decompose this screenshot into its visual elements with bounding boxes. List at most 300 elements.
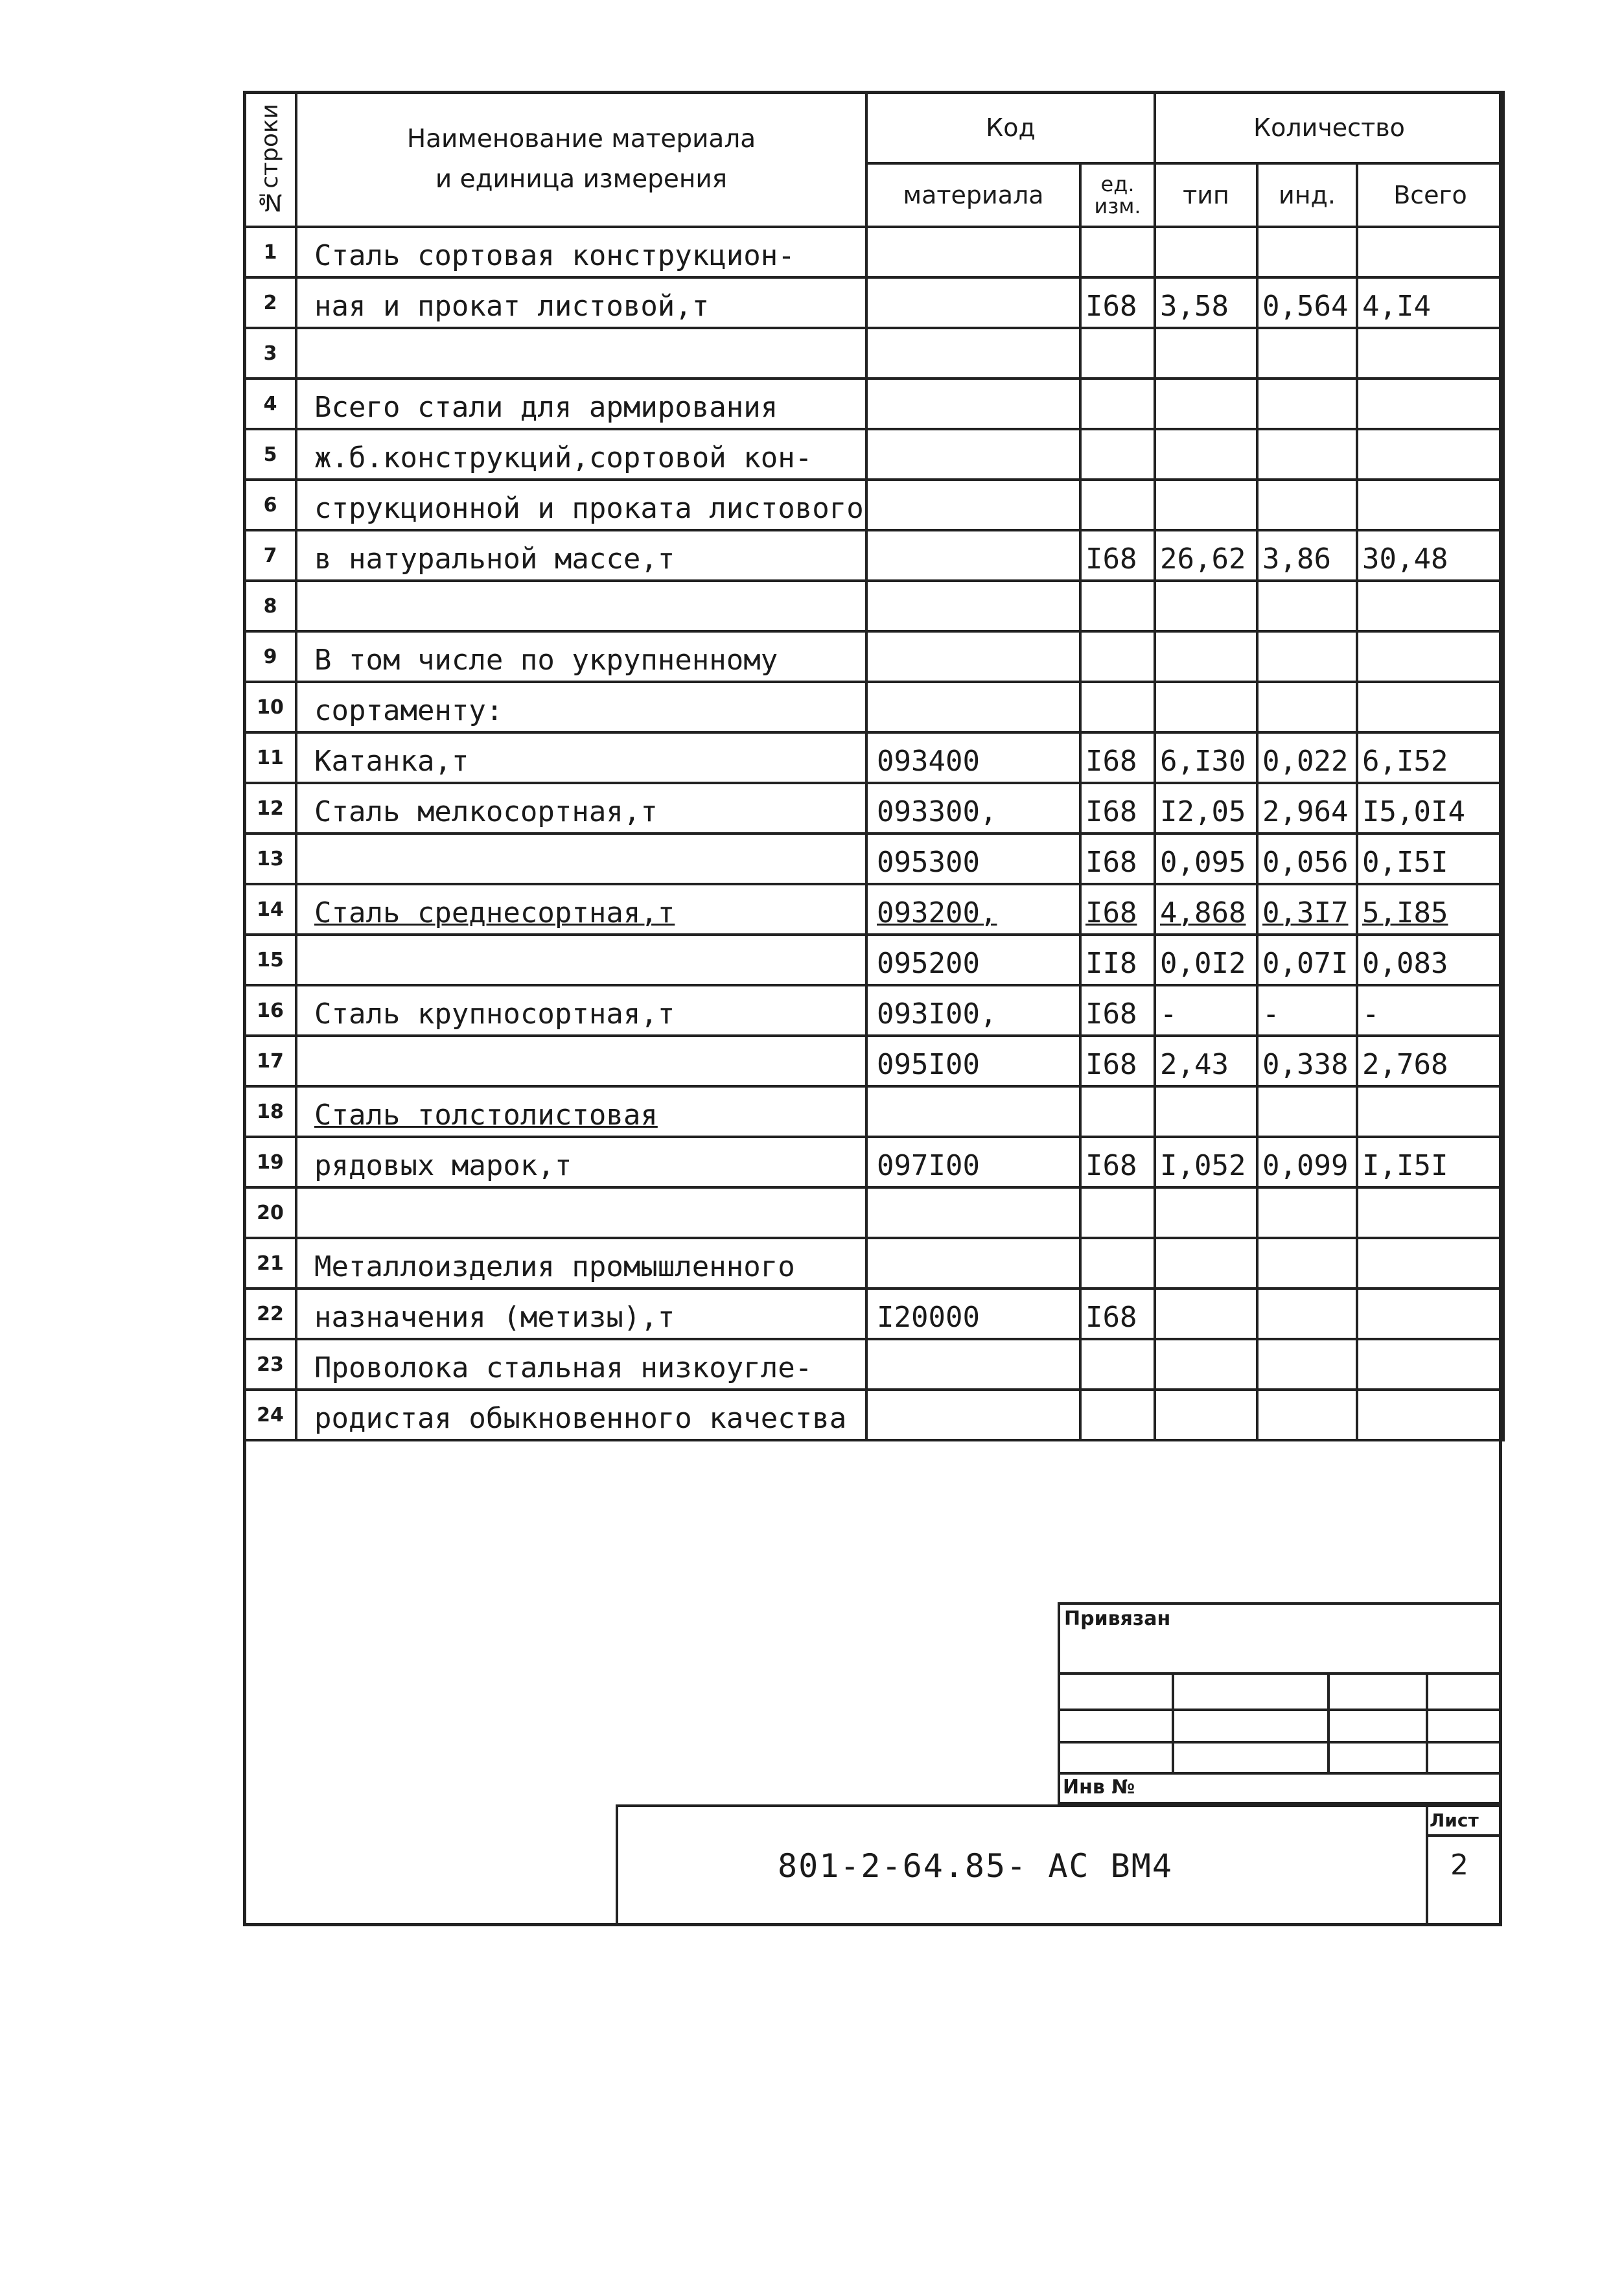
qty-total-cell-text: - [1362,997,1380,1031]
title-line [1058,1672,1502,1675]
material-code-cell [866,935,1080,985]
material-name-cell-text: В том числе по укрупненному [314,644,778,677]
material-code-cell [866,1137,1080,1187]
qty-ind-cell [1257,631,1357,682]
row-number-cell-text: 4 [263,392,277,415]
row-number-cell [244,732,296,783]
material-code-cell [866,277,1080,328]
qty-typ-cell-text: 6,I30 [1160,745,1246,778]
row-number-cell-text: 16 [257,999,284,1022]
material-name-cell-text: Сталь среднесортная,т [314,896,675,929]
table-row [244,1036,1503,1086]
unit-code-cell [1080,1289,1155,1339]
qty-ind-cell [1257,480,1357,530]
qty-total-cell [1357,732,1503,783]
material-code-cell-text: 095I00 [877,1048,980,1081]
material-name-cell-text: Сталь крупносортная,т [314,997,675,1031]
unit-code-cell-text: I68 [1085,542,1137,576]
material-code-cell [866,530,1080,581]
qty-ind-cell [1257,783,1357,834]
qty-typ-cell [1155,1289,1257,1339]
qty-ind-cell-text: - [1262,997,1280,1031]
qty-total-cell-text: 2,768 [1362,1048,1448,1081]
row-number-cell [244,985,296,1036]
qty-ind-cell [1257,1238,1357,1289]
qty-typ-cell [1155,732,1257,783]
qty-typ-cell [1155,227,1257,277]
qty-ind-cell-text: 0,07I [1262,947,1349,980]
unit-code-cell [1080,1238,1155,1289]
unit-code-cell-text: I68 [1085,997,1137,1031]
row-number-cell-text: 6 [263,493,277,517]
row-number-cell-text: 14 [257,898,284,921]
sheet-cell-divider [1426,1804,1428,1926]
table-row [244,1390,1503,1440]
header-name-line1: Наименование материала [406,124,756,154]
qty-total-cell [1357,227,1503,277]
material-code-cell-text: 097I00 [877,1149,980,1182]
qty-typ-cell [1155,1238,1257,1289]
qty-total-cell [1357,1086,1503,1137]
row-number-cell [244,1390,296,1440]
qty-typ-cell [1155,328,1257,379]
qty-typ-cell-text: 26,62 [1160,542,1246,576]
unit-code-cell [1080,277,1155,328]
material-name-cell-text: сортаменту: [314,694,504,727]
qty-typ-cell [1155,1137,1257,1187]
material-name-cell-text: струкционной и проката листового [314,492,864,525]
qty-ind-cell [1257,935,1357,985]
material-spec-table [243,91,1505,1441]
row-number-cell [244,530,296,581]
unit-code-cell [1080,935,1155,985]
material-code-cell [866,682,1080,732]
unit-code-cell-text: I68 [1085,1149,1137,1182]
unit-code-cell-text: I68 [1085,290,1137,323]
material-name-cell-text: Сталь сортовая конструкцион- [314,239,795,272]
table-row [244,1238,1503,1289]
table-row [244,1086,1503,1137]
row-number-cell [244,581,296,631]
unit-code-cell [1080,732,1155,783]
qty-typ-cell [1155,277,1257,328]
material-name-cell [296,834,866,884]
title-line [1426,1672,1428,1775]
qty-total-cell-text: 6,I52 [1362,745,1448,778]
qty-ind-cell-text: 0,056 [1262,846,1349,879]
qty-total-cell [1357,1137,1503,1187]
material-name-cell [296,480,866,530]
material-code-cell [866,884,1080,935]
material-code-cell [866,379,1080,429]
row-number-cell [244,1187,296,1238]
material-name-cell [296,277,866,328]
inventory-number-label: Инв № [1063,1776,1135,1799]
row-number-cell-text: 22 [257,1302,284,1325]
table-row [244,227,1503,277]
qty-ind-cell [1257,277,1357,328]
row-number-cell-text: 13 [257,847,284,870]
row-number-cell [244,227,296,277]
unit-code-cell [1080,884,1155,935]
table-row [244,631,1503,682]
material-name-cell [296,935,866,985]
table-row [244,732,1503,783]
document-code: 801-2-64.85- АС ВМ4 [778,1847,1173,1885]
qty-typ-cell [1155,1086,1257,1137]
qty-typ-cell [1155,379,1257,429]
material-code-cell [866,783,1080,834]
unit-code-cell [1080,682,1155,732]
qty-total-cell [1357,682,1503,732]
row-number-cell [244,1238,296,1289]
qty-typ-cell-text: 3,58 [1160,290,1229,323]
row-number-cell [244,1339,296,1390]
material-name-cell [296,429,866,480]
qty-total-cell-text: 0,083 [1362,947,1448,980]
table-row [244,783,1503,834]
qty-ind-cell [1257,1086,1357,1137]
qty-typ-cell-text: 0,0I2 [1160,947,1246,980]
qty-total-cell-text: 30,48 [1362,542,1448,576]
table-row [244,682,1503,732]
material-name-cell-text: родистая обыкновенного качества [314,1402,847,1435]
header-name-line2: и единица измерения [435,165,728,194]
qty-ind-cell [1257,985,1357,1036]
table-row [244,530,1503,581]
qty-total-cell [1357,1339,1503,1390]
row-number-cell-text: 5 [263,443,277,466]
unit-code-cell [1080,328,1155,379]
qty-total-cell [1357,834,1503,884]
qty-typ-cell-text: I,052 [1160,1149,1246,1182]
row-number-cell-text: 12 [257,797,284,820]
header-qty-ind: инд. [1257,163,1357,227]
material-code-cell [866,631,1080,682]
material-name-cell [296,1390,866,1440]
header-unit-line1: ед. [1100,172,1135,196]
unit-code-cell [1080,985,1155,1036]
table-row [244,1339,1503,1390]
row-number-cell [244,631,296,682]
material-name-cell-text: рядовых марок,т [314,1149,572,1182]
row-number-cell [244,379,296,429]
header-quantity-group: Количество [1155,92,1503,163]
material-code-cell [866,480,1080,530]
qty-ind-cell [1257,581,1357,631]
qty-ind-cell-text: 0,338 [1262,1048,1349,1081]
material-code-cell [866,1339,1080,1390]
material-name-cell-text: ная и прокат листовой,т [314,290,710,323]
material-name-cell [296,1339,866,1390]
header-row-number [244,92,296,227]
header-material-name [296,92,866,227]
table-row [244,985,1503,1036]
title-line [1058,1772,1502,1775]
qty-typ-cell [1155,480,1257,530]
material-name-cell [296,1187,866,1238]
table-row [244,379,1503,429]
qty-ind-cell-text: 2,964 [1262,795,1349,828]
unit-code-cell-text: I68 [1085,1048,1137,1081]
material-name-cell-text: Сталь толстолистовая [314,1099,658,1132]
sheet-number: 2 [1450,1849,1468,1882]
material-code-cell-text: I20000 [877,1301,980,1334]
material-code-cell-text: 095200 [877,947,980,980]
qty-ind-cell [1257,1036,1357,1086]
table-row [244,834,1503,884]
qty-total-cell-text: I,I5I [1362,1149,1448,1182]
row-number-cell [244,935,296,985]
material-name-cell-text: Всего стали для армирования [314,391,778,424]
row-number-cell-text: 1 [263,240,277,264]
qty-ind-cell [1257,429,1357,480]
qty-ind-cell [1257,1390,1357,1440]
qty-ind-cell [1257,732,1357,783]
material-name-cell-text: Катанка,т [314,745,469,778]
unit-code-cell-text: I68 [1085,896,1137,929]
table-row [244,1289,1503,1339]
material-name-cell [296,328,866,379]
material-code-cell [866,1086,1080,1137]
material-name-cell [296,379,866,429]
qty-total-cell-text: I5,0I4 [1362,795,1465,828]
unit-code-cell-text: I68 [1085,1301,1137,1334]
row-number-cell [244,834,296,884]
qty-typ-cell [1155,834,1257,884]
material-code-cell [866,834,1080,884]
material-code-cell [866,1238,1080,1289]
material-code-cell-text: 093200, [877,896,997,929]
material-name-cell [296,1137,866,1187]
material-code-cell [866,227,1080,277]
qty-ind-cell [1257,1339,1357,1390]
sheet-cell-divider [1426,1834,1502,1837]
qty-ind-cell [1257,1137,1357,1187]
header-code-unit [1080,163,1155,227]
qty-ind-cell [1257,530,1357,581]
material-code-cell [866,581,1080,631]
qty-typ-cell [1155,783,1257,834]
material-name-cell-text: Проволока стальная низкоугле- [314,1351,813,1384]
qty-total-cell [1357,884,1503,935]
row-number-cell-text: 23 [257,1353,284,1376]
material-name-cell [296,783,866,834]
qty-total-cell-text: 5,I85 [1362,896,1448,929]
material-name-cell [296,1086,866,1137]
qty-total-cell [1357,631,1503,682]
row-number-cell [244,783,296,834]
table-row [244,935,1503,985]
material-code-cell [866,1390,1080,1440]
row-number-cell-text: 24 [257,1403,284,1427]
qty-typ-cell [1155,935,1257,985]
row-number-cell [244,480,296,530]
header-qty-typ: тип [1155,163,1257,227]
material-code-cell [866,1187,1080,1238]
unit-code-cell [1080,480,1155,530]
qty-total-cell [1357,985,1503,1036]
material-name-cell [296,227,866,277]
header-row-number-label: №строки [257,104,283,215]
qty-typ-cell-text: 0,095 [1160,846,1246,879]
qty-ind-cell [1257,379,1357,429]
qty-ind-cell [1257,834,1357,884]
title-line [1058,1709,1502,1711]
material-code-cell-text: 093300, [877,795,997,828]
header-unit-line2: изм. [1094,194,1141,218]
unit-code-cell [1080,1390,1155,1440]
qty-typ-cell [1155,682,1257,732]
unit-code-cell [1080,783,1155,834]
material-name-cell [296,884,866,935]
material-name-cell [296,732,866,783]
unit-code-cell-text: I68 [1085,745,1137,778]
row-number-cell-text: 20 [257,1201,284,1224]
table-row [244,581,1503,631]
row-number-cell-text: 15 [257,948,284,972]
title-line [1058,1741,1502,1744]
qty-total-cell [1357,1036,1503,1086]
table-row [244,429,1503,480]
unit-code-cell [1080,834,1155,884]
row-number-cell-text: 17 [257,1049,284,1073]
qty-total-cell [1357,1187,1503,1238]
title-line [1327,1672,1330,1775]
unit-code-cell [1080,1086,1155,1137]
qty-ind-cell-text: 0,564 [1262,290,1349,323]
qty-total-cell [1357,1238,1503,1289]
table-row [244,1187,1503,1238]
qty-ind-cell [1257,682,1357,732]
unit-code-cell [1080,429,1155,480]
qty-typ-cell [1155,530,1257,581]
unit-code-cell-text: I68 [1085,795,1137,828]
table-row [244,480,1503,530]
row-number-cell [244,1137,296,1187]
qty-typ-cell-text: 4,868 [1160,896,1246,929]
material-code-cell [866,985,1080,1036]
table-row [244,328,1503,379]
material-name-cell-text: Сталь мелкосортная,т [314,795,658,828]
unit-code-cell [1080,1187,1155,1238]
row-number-cell [244,884,296,935]
material-name-cell [296,985,866,1036]
material-name-cell [296,1289,866,1339]
row-number-cell-text: 8 [263,594,277,618]
row-number-cell-text: 19 [257,1150,284,1174]
row-number-cell [244,429,296,480]
material-name-cell [296,631,866,682]
row-number-cell [244,1036,296,1086]
qty-total-cell [1357,1289,1503,1339]
row-number-cell-text: 10 [257,695,284,719]
table-row [244,277,1503,328]
table-row [244,1137,1503,1187]
qty-typ-cell [1155,985,1257,1036]
row-number-cell-text: 9 [263,645,277,668]
material-name-cell [296,1238,866,1289]
material-name-cell-text: в натуральной массе,т [314,542,675,576]
unit-code-cell [1080,1137,1155,1187]
material-code-cell [866,732,1080,783]
qty-typ-cell [1155,1187,1257,1238]
qty-total-cell [1357,935,1503,985]
qty-total-cell [1357,783,1503,834]
material-code-cell-text: 093I00, [877,997,997,1031]
qty-ind-cell [1257,1187,1357,1238]
qty-typ-cell [1155,1339,1257,1390]
header-code-material: материала [866,163,1080,227]
qty-total-cell [1357,328,1503,379]
title-line [1172,1672,1174,1775]
header-code-group: Код [866,92,1155,163]
qty-ind-cell [1257,1289,1357,1339]
row-number-cell [244,1086,296,1137]
material-name-cell [296,682,866,732]
qty-ind-cell-text: 0,022 [1262,745,1349,778]
qty-typ-cell [1155,429,1257,480]
qty-total-cell [1357,429,1503,480]
row-number-cell-text: 7 [263,544,277,567]
bound-label: Привязан [1064,1607,1171,1630]
table-body [244,227,1503,1440]
qty-typ-cell [1155,1390,1257,1440]
material-name-cell-text: Металлоизделия промышленного [314,1250,795,1283]
material-code-cell [866,1036,1080,1086]
unit-code-cell [1080,530,1155,581]
qty-total-cell [1357,581,1503,631]
unit-code-cell [1080,631,1155,682]
unit-code-cell [1080,227,1155,277]
qty-typ-cell [1155,631,1257,682]
row-number-cell-text: 3 [263,342,277,365]
unit-code-cell [1080,1339,1155,1390]
unit-code-cell [1080,581,1155,631]
material-name-cell [296,530,866,581]
material-code-cell-text: 095300 [877,846,980,879]
material-code-cell [866,429,1080,480]
qty-typ-cell-text: 2,43 [1160,1048,1229,1081]
qty-typ-cell [1155,581,1257,631]
qty-ind-cell-text: 0,3I7 [1262,896,1349,929]
sheet-label: Лист [1430,1810,1479,1831]
row-number-cell [244,277,296,328]
qty-typ-cell-text: - [1160,997,1177,1031]
qty-ind-cell [1257,227,1357,277]
qty-ind-cell [1257,884,1357,935]
material-name-cell-text: назначения (метизы),т [314,1301,675,1334]
qty-typ-cell [1155,884,1257,935]
material-code-cell [866,1289,1080,1339]
qty-total-cell [1357,277,1503,328]
qty-total-cell [1357,480,1503,530]
qty-ind-cell [1257,328,1357,379]
row-number-cell [244,328,296,379]
row-number-cell-text: 2 [263,291,277,314]
qty-total-cell [1357,379,1503,429]
row-number-cell [244,1289,296,1339]
row-number-cell-text: 21 [257,1252,284,1275]
qty-typ-cell [1155,1036,1257,1086]
unit-code-cell-text: I68 [1085,846,1137,879]
unit-code-cell-text: II8 [1085,947,1137,980]
qty-typ-cell-text: I2,05 [1160,795,1246,828]
unit-code-cell [1080,1036,1155,1086]
qty-total-cell-text: 0,I5I [1362,846,1448,879]
row-number-cell-text: 18 [257,1100,284,1123]
table-row [244,884,1503,935]
